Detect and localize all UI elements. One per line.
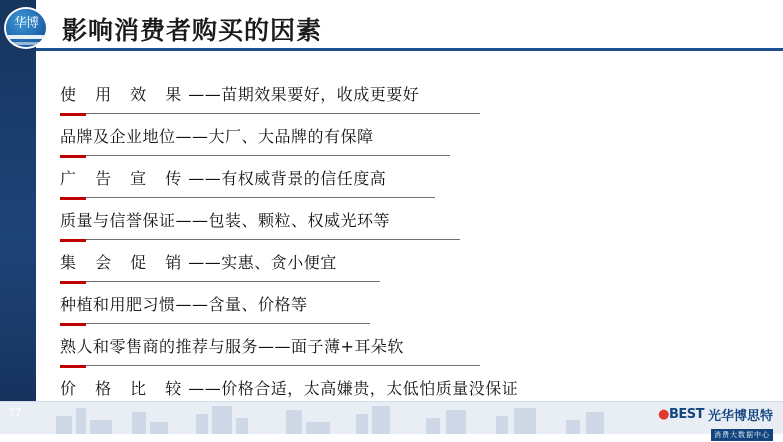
- list-item-red-marker: [60, 281, 86, 284]
- page-title: 影响消费者购买的因素: [62, 16, 323, 45]
- list-item-underline: [60, 323, 370, 324]
- list-item-text: [60, 334, 404, 357]
- logo-band-lower: [6, 42, 46, 45]
- list-item-text: [60, 166, 386, 189]
- brand-subtitle: 消费大数据中心: [711, 429, 773, 441]
- list-item-underline: [60, 281, 380, 282]
- list-item-text: [60, 124, 374, 147]
- list-item-text: [60, 208, 390, 231]
- list-item-value: 价格合适，太高嫌贵，太低怕质量没保证: [221, 379, 519, 398]
- list-item-value: 含量、价格等: [208, 295, 308, 314]
- list-item-red-marker: [60, 239, 86, 242]
- list-item: [60, 124, 750, 158]
- list-item-label: 使 用 效 果: [60, 85, 189, 104]
- list-item-value: 有权威背景的信任度高: [221, 169, 387, 188]
- list-item-red-marker: [60, 365, 86, 368]
- list-item-label: 质量与信誉保证: [60, 211, 176, 230]
- list-item: [60, 82, 750, 116]
- list-item-label: 广 告 宣 传: [60, 169, 189, 188]
- list-item-label: 熟人和零售商的推荐与服务: [60, 337, 259, 356]
- brand-logo: [658, 405, 773, 439]
- brand-mark-dot: ●: [658, 407, 669, 422]
- list-item-text: [60, 250, 337, 273]
- list-item-red-marker: [60, 197, 86, 200]
- list-item-value: 包装、颗粒、权威光环等: [208, 211, 391, 230]
- brand-mark-text: BEST: [668, 407, 704, 422]
- logo-glyph: 华博: [13, 15, 38, 30]
- list-item-red-marker: [60, 113, 86, 116]
- circular-logo-icon: [6, 9, 46, 47]
- list-item-text: [60, 376, 518, 399]
- list-item-sep: ——: [175, 127, 209, 146]
- list-item-value: 面子薄+耳朵软: [291, 337, 404, 356]
- list-item-sep: ——: [188, 169, 222, 188]
- list-item-value: 苗期效果要好，收成更要好: [221, 85, 420, 104]
- list-item-sep: ——: [175, 295, 209, 314]
- list-item-text: [60, 292, 308, 315]
- slide-header: [0, 0, 783, 56]
- logo-band-upper: [6, 35, 46, 39]
- list-item: [60, 292, 750, 326]
- list-item-label: 集 会 促 销: [60, 253, 189, 272]
- list-item-label: 品牌及企业地位: [60, 127, 176, 146]
- list-item-underline: [60, 113, 480, 114]
- list-item-red-marker: [60, 155, 86, 158]
- left-vertical-band: [0, 0, 36, 433]
- list-item-red-marker: [60, 323, 86, 326]
- list-item-sep: ——: [258, 337, 292, 356]
- brand-mark: [658, 407, 704, 422]
- list-item-value: 大厂、大品牌的有保障: [208, 127, 374, 146]
- list-item-value: 实惠、贪小便宜: [221, 253, 337, 272]
- list-item-sep: ——: [188, 379, 222, 398]
- brand-row: [658, 405, 773, 424]
- content-list: [36, 56, 783, 401]
- list-item-sep: ——: [188, 253, 222, 272]
- brand-name: 光华博思特: [707, 409, 773, 424]
- list-item-underline: [60, 197, 435, 198]
- header-divider: [36, 48, 783, 51]
- list-item: [60, 166, 750, 200]
- list-item-sep: ——: [188, 85, 222, 104]
- list-item-underline: [60, 365, 480, 366]
- list-item-text: [60, 82, 419, 105]
- list-item-label: 种植和用肥习惯: [60, 295, 176, 314]
- list-item-sep: ——: [175, 211, 209, 230]
- list-item-label: 价 格 比 较: [60, 379, 189, 398]
- list-item: [60, 208, 750, 242]
- list-item: [60, 334, 750, 368]
- list-item-underline: [60, 239, 460, 240]
- list-item: [60, 250, 750, 284]
- city-skyline-decoration: [36, 402, 676, 434]
- page-number: 77: [9, 407, 22, 419]
- list-item-underline: [60, 155, 450, 156]
